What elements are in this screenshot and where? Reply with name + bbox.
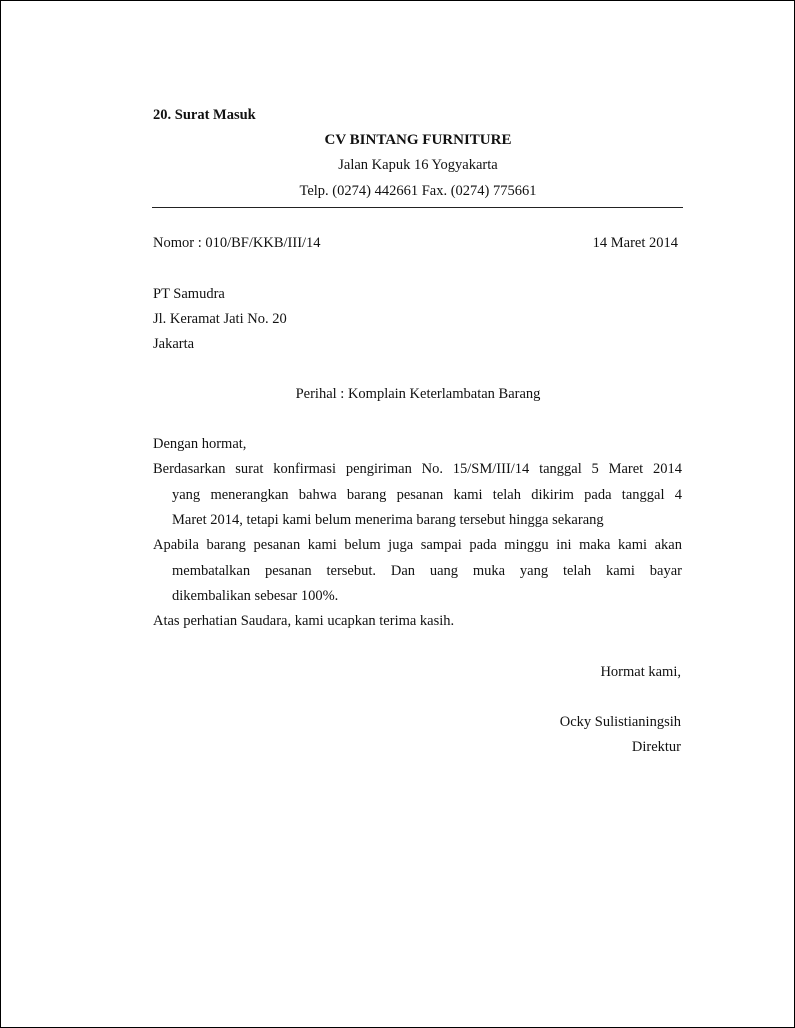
paragraph-2-line-3: dikembalikan sebesar 100%.	[172, 588, 339, 604]
paragraph-1-line-3: Maret 2014, tetapi kami belum menerima barang tersebut hingga sekarang	[172, 512, 604, 528]
signature-closing: Hormat kami,	[600, 664, 681, 680]
greeting: Dengan hormat,	[153, 436, 247, 452]
signatory-title: Direktur	[631, 739, 681, 755]
company-contact: Telp. (0274) 442661 Fax. (0274) 775661	[299, 183, 537, 199]
paragraph-1-line-2: yang menerangkan bahwa barang pesanan kami telah dikirim pada tanggal 4	[172, 487, 682, 503]
letterhead-divider	[152, 207, 683, 208]
recipient-city: Jakarta	[153, 336, 195, 352]
recipient-name: PT Samudra	[153, 286, 225, 302]
paragraph-2-line-2: membatalkan pesanan tersebut. Dan uang muka yang telah kami bayar	[172, 563, 682, 579]
closing-sentence: Atas perhatian Saudara, kami ucapkan terima kasih.	[153, 613, 455, 629]
section-heading: 20. Surat Masuk	[153, 107, 256, 123]
letter-subject: Perihal : Komplain Keterlambatan Barang	[295, 386, 541, 402]
paragraph-1-line-1: Berdasarkan surat konfirmasi pengiriman No. 15/SM/III/14 tanggal 5 Maret 2014	[153, 461, 682, 477]
signatory-name: Ocky Sulistianingsih	[559, 714, 681, 730]
paragraph-2-line-1: Apabila barang pesanan kami belum juga sampai pada minggu ini maka kami akan	[153, 537, 682, 553]
letter-number: Nomor : 010/BF/KKB/III/14	[153, 235, 321, 251]
recipient-street: Jl. Keramat Jati No. 20	[153, 311, 287, 327]
company-address: Jalan Kapuk 16 Yogyakarta	[338, 157, 498, 173]
company-name: CV BINTANG FURNITURE	[324, 132, 512, 148]
letter-date: 14 Maret 2014	[592, 235, 678, 251]
